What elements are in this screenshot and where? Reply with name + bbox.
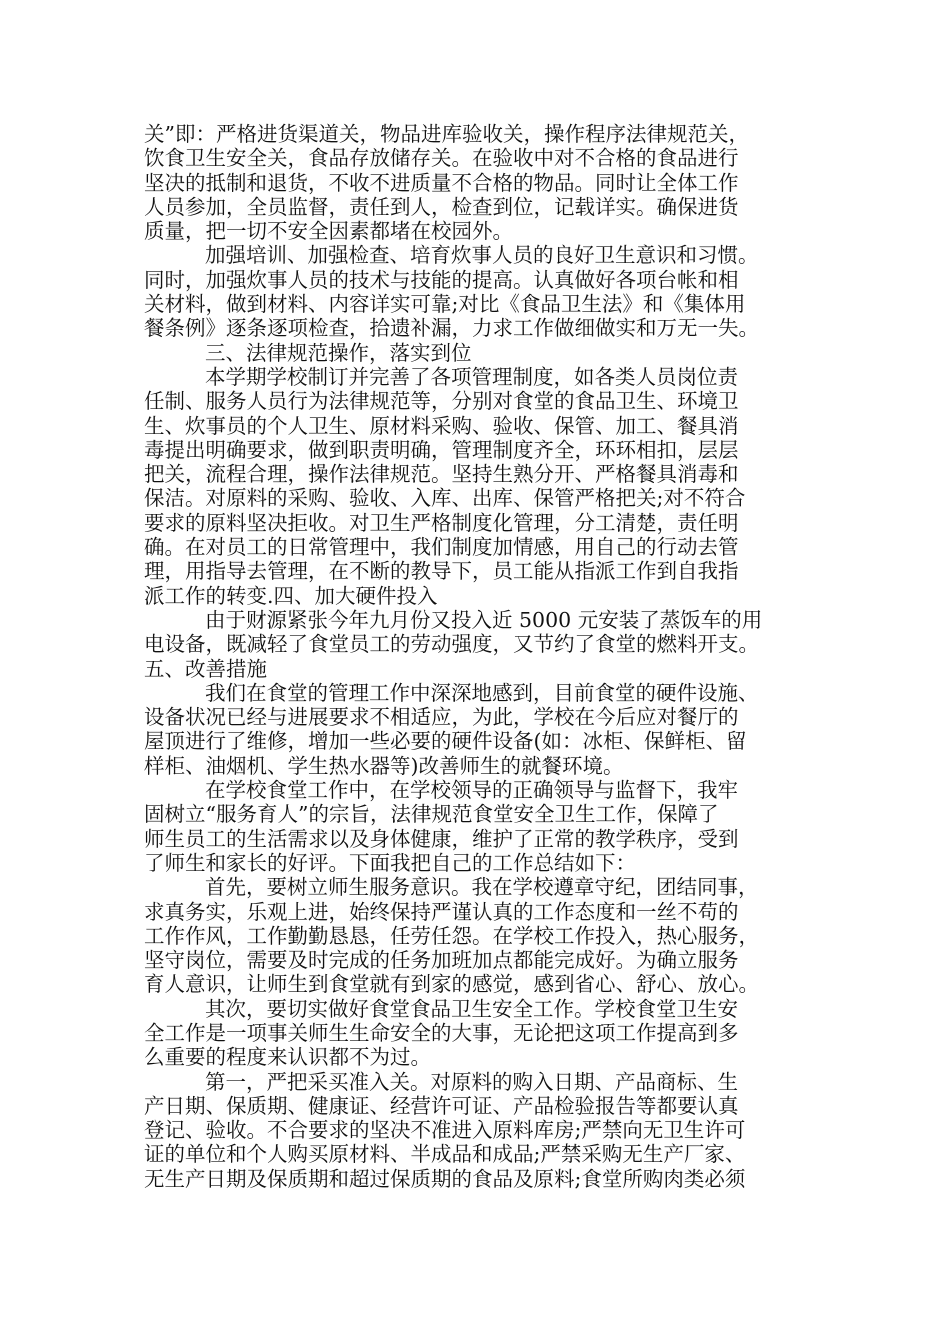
text-line: 把关，流程合理，操作法律规范。坚持生熟分开、严格餐具消毒和	[144, 462, 739, 487]
text-line: 设备状况已经与进展要求不相适应，为此，学校在今后应对餐厅的	[144, 705, 739, 730]
text-line: 人员参加，全员监督，责任到人，检查到位，记载详实。确保进货	[144, 194, 739, 219]
text-line: 证的单位和个人购买原材料、半成品和成品;严禁采购无生产厂家、	[144, 1142, 746, 1167]
text-line: 生、炊事员的个人卫生、原材料采购、验收、保管、加工、餐具消	[144, 413, 739, 438]
text-line: 坚决的抵制和退货，不收不进质量不合格的物品。同时让全体工作	[144, 170, 739, 195]
text-line: 样柜、油烟机、学生热水器等)改善师生的就餐环境。	[144, 753, 624, 778]
paragraph-first-line: 首先，要树立师生服务意识。我在学校遵章守纪，团结同事，	[205, 875, 759, 900]
paragraph-first-line: 本学期学校制订并完善了各项管理制度，如各类人员岗位责	[205, 364, 738, 389]
text-line: 派工作的转变.四、加大硬件投入	[144, 583, 438, 608]
text-line: 关”即：严格进货渠道关，物品进库验收关，操作程序法律规范关，	[144, 122, 749, 146]
text-line: 登记、验收。不合要求的坚决不准进入原料库房;严禁向无卫生许可	[144, 1118, 746, 1143]
text-line: 求真务实，乐观上进，始终保持严谨认真的工作态度和一丝不苟的	[144, 899, 739, 924]
paragraph-first-line: 由于财源紧张今年九月份又投入近 5000 元安装了蒸饭车的用	[205, 607, 763, 632]
text-line: 保洁。对原料的采购、验收、入库、出库、保管严格把关;对不符合	[144, 486, 746, 511]
text-line: 了师生和家长的好评。下面我把自己的工作总结如下：	[144, 850, 636, 875]
text-line: 理，用指导去管理，在不断的教导下，员工能从指派工作到自我指	[144, 559, 739, 584]
text-line: 饮食卫生安全关，食品存放储存关。在验收中对不合格的食品进行	[144, 146, 739, 171]
paragraph-first-line: 其次，要切实做好食堂食品卫生安全工作。学校食堂卫生安	[205, 996, 738, 1021]
paragraph-first-line: 三、法律规范操作，落实到位	[205, 340, 472, 365]
text-line: 无生产日期及保质期和超过保质期的食品及原料;食堂所购肉类必须	[144, 1166, 746, 1191]
paragraph-first-line: 第一，严把采买准入关。对原料的购入日期、产品商标、生	[205, 1069, 738, 1094]
text-line: 固树立“服务育人”的宗旨，法律规范食堂安全卫生工作，保障了	[144, 802, 719, 827]
text-line: 同时，加强炊事人员的技术与技能的提高。认真做好各项台帐和相	[144, 267, 739, 292]
text-line: 屋顶进行了维修，增加一些必要的硬件设备(如：冰柜、保鲜柜、留	[144, 729, 747, 754]
text-line: 质量，把一切不安全因素都堵在校园外。	[144, 219, 513, 244]
paragraph-first-line: 在学校食堂工作中，在学校领导的正确领导与监督下，我牢	[205, 778, 738, 803]
paragraph-first-line: 加强培训、加强检查、培育炊事人员的良好卫生意识和习惯。	[205, 243, 759, 268]
document-body	[144, 122, 824, 1191]
text-line: 确。在对员工的日常管理中，我们制度加情感，用自己的行动去管	[144, 535, 739, 560]
text-line: 电设备，既减轻了食堂员工的劳动强度，又节约了食堂的燃料开支。	[144, 632, 759, 657]
text-line: 毒提出明确要求，做到职责明确，管理制度齐全，环环相扣，层层	[144, 437, 739, 462]
text-line: 要求的原料坚决拒收。对卫生严格制度化管理，分工清楚，责任明	[144, 510, 739, 535]
text-line: 坚守岗位，需要及时完成的任务加班加点都能完成好。为确立服务	[144, 948, 739, 973]
text-line: 育人意识，让师生到食堂就有到家的感觉，感到省心、舒心、放心。	[144, 972, 759, 997]
text-line: 师生员工的生活需求以及身体健康，维护了正常的教学秩序，受到	[144, 826, 739, 851]
paragraph-first-line: 我们在食堂的管理工作中深深地感到，目前食堂的硬件设施、	[205, 680, 759, 705]
text-line: 产日期、保质期、健康证、经营许可证、产品检验报告等都要认真	[144, 1093, 739, 1118]
text-line: 餐条例》逐条逐项检查，拾遗补漏，力求工作做细做实和万无一失。	[144, 316, 759, 341]
text-line: 么重要的程度来认识都不为过。	[144, 1045, 431, 1070]
text-line: 工作作风，工作勤勤恳恳，任劳任怨。在学校工作投入，热心服务，	[144, 923, 759, 948]
text-line: 任制、服务人员行为法律规范等，分别对食堂的食品卫生、环境卫	[144, 389, 739, 414]
text-line: 全工作是一项事关师生生命安全的大事，无论把这项工作提高到多	[144, 1020, 739, 1045]
text-line: 关材料，做到材料、内容详实可靠;对比《食品卫生法》和《集体用	[144, 292, 746, 317]
text-line: 五、改善措施	[144, 656, 267, 681]
